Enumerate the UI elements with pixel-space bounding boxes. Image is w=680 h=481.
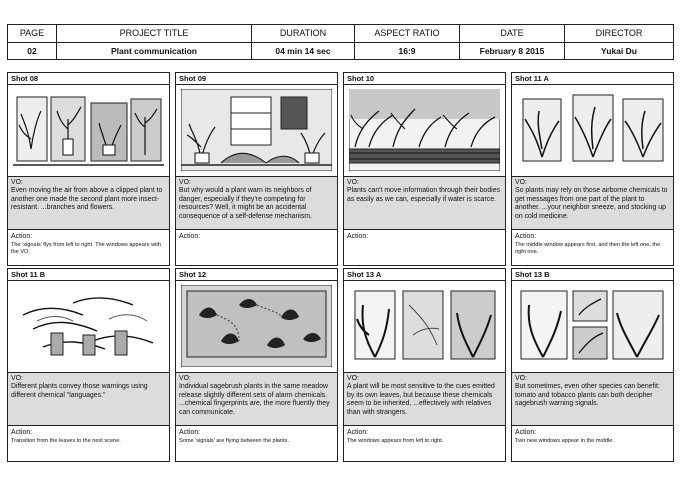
vo-text: Individual sagebrush plants in the same meadow release slightly different sets of alarm chemicals. ...chemical fingerprints are, the more fluently they can communicate. [179,383,330,416]
header-col-director [565,25,673,59]
action-label: Action: [515,233,537,240]
action-text: Transition from the leaves to the next scene. [11,438,121,444]
header-value: 04 min 14 sec [275,45,331,56]
action-box [344,427,505,461]
action-text: Some 'signals' are flying between the plants. [179,438,290,444]
vo-label: VO: [179,375,191,382]
header-label: DIRECTOR [565,25,673,43]
shot-label: Shot 08 [8,73,169,85]
header-label: ASPECT RATIO [355,25,459,43]
vo-text: Plants can't move information through their bodies as easily as we can, especially if water is scarce. [347,187,500,203]
header-label: DATE [460,25,564,43]
shot-label: Shot 13 A [344,269,505,281]
storyboard-panel [175,72,338,266]
vo-text: Even moving the air from above a clipped plant to another one made the second plant more insect-resistant. ...branches and flowers. [11,187,163,212]
action-text: Two new windows appear in the middle. [515,438,614,444]
vo-text: So plants may rely on those airborne chemicals to get messages from one part of the plant to another. ...your neighbor sneeze, and stocking up on cold medicine. [515,187,668,220]
header-label: PAGE [8,25,56,43]
sketch-shot-09 [181,89,332,171]
vo-label: VO: [11,179,23,186]
storyboard-panel [175,268,338,462]
header-value: Yukai Du [601,45,637,56]
shot-label: Shot 10 [344,73,505,85]
shot-label: Shot 12 [176,269,337,281]
header-value: February 8 2015 [479,45,545,56]
vo-label: VO: [347,179,359,186]
action-text: The 'signals' flys from left to right. The windows appears with the VO. [11,242,162,255]
vo-text: Different plants convey those warnings using different chemical "languages." [11,383,148,399]
header-col-date [460,25,565,59]
storyboard-panel [343,268,506,462]
sketch-shot-13a [349,285,500,367]
sketch-shot-11a [517,89,668,171]
header-label: DURATION [252,25,354,43]
action-box [8,427,169,461]
action-box [512,231,673,265]
action-box [8,231,169,265]
header-col-duration [252,25,355,59]
action-label: Action: [179,233,201,240]
header-value: 02 [27,45,37,56]
sketch-shot-08 [13,89,164,171]
shot-label: Shot 11 A [512,73,673,85]
storyboard-header [7,24,674,60]
header-label: PROJECT TITLE [57,25,251,43]
vo-label: VO: [515,179,527,186]
header-value: 16:9 [398,45,416,56]
action-label: Action: [347,233,369,240]
vo-label: VO: [11,375,23,382]
action-label: Action: [11,233,33,240]
header-value: Plant communication [111,45,197,56]
action-box [176,231,337,265]
vo-text: But why would a plant warn its neighbors of danger, especially if they're competing for resources? Well, it might be an accidental consequence of a self-defense mechanism. [179,187,312,220]
voiceover-box [8,176,169,230]
storyboard-panel [343,72,506,266]
action-text: The windows appears from left to right. [347,438,444,444]
header-col-page [8,25,57,59]
voiceover-box [176,176,337,230]
sketch-shot-12 [181,285,332,367]
storyboard-panel [7,268,170,462]
action-label: Action: [515,429,537,436]
shot-label: Shot 11 B [8,269,169,281]
voiceover-box [512,176,673,230]
vo-label: VO: [515,375,527,382]
storyboard-panel [511,72,674,266]
shot-label: Shot 13 B [512,269,673,281]
action-label: Action: [347,429,369,436]
header-col-aspect-ratio [355,25,460,59]
voiceover-box [344,176,505,230]
sketch-shot-10 [349,89,500,171]
vo-label: VO: [347,375,359,382]
sketch-shot-11b [13,285,164,367]
sketch-shot-13b [517,285,668,367]
action-label: Action: [11,429,33,436]
action-label: Action: [179,429,201,436]
storyboard-panel [511,268,674,462]
vo-text: A plant will be most sensitive to the cues emitted by its own leaves, but because these chemicals seem to be inherited, ...effectively with relatives than with strangers. [347,383,495,416]
vo-text: But sometimes, even other species can benefit: tomato and tobacco plants can both decipher sagebrush warning signals. [515,383,660,408]
shot-label: Shot 09 [176,73,337,85]
voiceover-box [176,372,337,426]
voiceover-box [8,372,169,426]
storyboard-panel [7,72,170,266]
voiceover-box [512,372,673,426]
header-col-project-title [57,25,252,59]
voiceover-box [344,372,505,426]
action-box [176,427,337,461]
action-box [512,427,673,461]
action-text: The middle window appears first, and then the left one, the right one. [515,242,661,255]
vo-label: VO: [179,179,191,186]
action-box [344,231,505,265]
